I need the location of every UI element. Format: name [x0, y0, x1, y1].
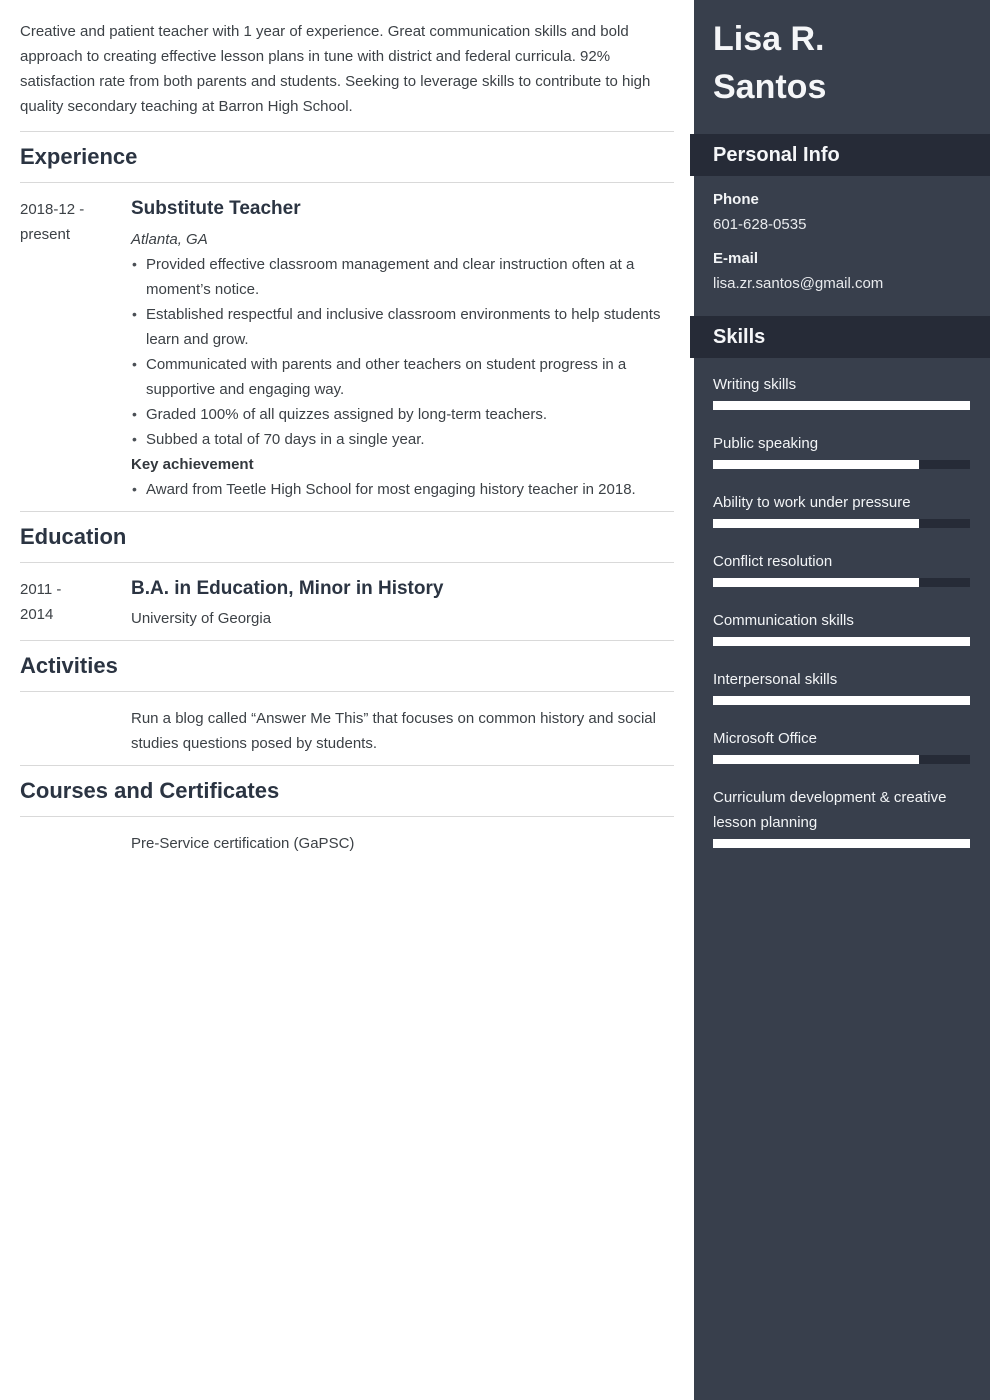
degree-title: B.A. in Education, Minor in History — [131, 578, 444, 599]
date-line: 2018-12 - — [20, 201, 85, 218]
section-heading-experience: Experience — [20, 144, 138, 169]
skill-item — [713, 549, 970, 587]
skill-label: Interpersonal skills — [713, 671, 838, 688]
activities-entry — [20, 692, 674, 765]
skill-item — [713, 431, 970, 469]
education-date-range — [20, 577, 131, 631]
skill-bar — [713, 755, 970, 764]
divider — [20, 511, 674, 512]
skill-label: Writing skills — [713, 376, 797, 393]
summary-text: Creative and patient teacher with 1 year of experience. Great communication skills and bold approach to creating effective lesson plans in tune with district and federal curricula. 92% satisfaction rate from both parents and students. Seeking to leverage skills to contribute to high quality secondary teaching at Barron High School. — [20, 23, 651, 115]
skill-bar — [713, 519, 970, 528]
courses-text: Pre-Service certification (GaPSC) — [131, 835, 355, 852]
skill-bar — [713, 460, 970, 469]
skill-bar-fill — [713, 839, 970, 848]
skill-bar-fill — [713, 578, 919, 587]
date-line: 2011 - — [20, 581, 62, 598]
personal-info-heading: Personal Info — [690, 134, 990, 176]
skill-item — [713, 372, 970, 410]
skill-bar-fill — [713, 460, 919, 469]
activities-text: Run a blog called “Answer Me This” that focuses on common history and social studies questions posed by students. — [131, 710, 656, 752]
skill-bar — [713, 578, 970, 587]
activities-content — [131, 706, 674, 756]
skill-label: Microsoft Office — [713, 730, 817, 747]
bullet-item: • Established respectful and inclusive classroom environments to help students learn and grow. — [131, 302, 674, 352]
phone-value: 601-628-0535 — [713, 216, 807, 233]
experience-content — [131, 197, 674, 502]
skill-bar — [713, 839, 970, 848]
skill-bar — [713, 637, 970, 646]
school-name: University of Georgia — [131, 610, 272, 627]
phone-group — [713, 187, 970, 237]
skill-label: Communication skills — [713, 612, 854, 629]
job-bullet-list — [131, 252, 674, 452]
skill-label: Conflict resolution — [713, 553, 833, 570]
experience-entry — [20, 183, 674, 511]
bullet-item: • Award from Teetle High School for most engaging history teacher in 2018. — [131, 477, 674, 502]
contact-block — [694, 176, 990, 316]
skills-heading: Skills — [690, 316, 990, 358]
section-heading-courses: Courses and Certificates — [20, 778, 280, 803]
bullet-item: • Graded 100% of all quizzes assigned by long-term teachers. — [131, 402, 674, 427]
name-line-2: Santos — [713, 68, 827, 106]
skill-label: Curriculum development & creative lesson planning — [713, 789, 947, 831]
skill-item — [713, 726, 970, 764]
email-label: E-mail — [713, 250, 759, 267]
resume-name — [694, 0, 990, 111]
key-achievement-label: Key achievement — [131, 456, 254, 473]
divider — [20, 765, 674, 766]
skill-bar — [713, 401, 970, 410]
skill-label: Ability to work under pressure — [713, 494, 911, 511]
phone-label: Phone — [713, 191, 759, 208]
divider — [20, 640, 674, 641]
courses-date-spacer — [20, 831, 131, 856]
skills-list — [694, 358, 990, 848]
courses-content — [131, 831, 674, 856]
divider — [20, 131, 674, 132]
skill-bar — [713, 696, 970, 705]
skill-item — [713, 785, 970, 848]
bullet-item: • Communicated with parents and other teachers on student progress in a supportive and engaging way. — [131, 352, 674, 402]
bullet-item: • Provided effective classroom management and clear instruction often at a moment’s notice. — [131, 252, 674, 302]
job-title: Substitute Teacher — [131, 198, 301, 219]
section-heading-education: Education — [20, 524, 127, 549]
name-line-1: Lisa R. — [713, 20, 825, 58]
job-location: Atlanta, GA — [131, 231, 208, 248]
experience-date-range — [20, 197, 131, 502]
email-value: lisa.zr.santos@gmail.com — [713, 275, 884, 292]
skill-bar-fill — [713, 519, 919, 528]
skill-item — [713, 608, 970, 646]
skill-bar-fill — [713, 755, 919, 764]
key-achievement-list — [131, 477, 674, 502]
courses-entry — [20, 817, 674, 865]
email-group — [713, 246, 970, 296]
activities-date-spacer — [20, 706, 131, 756]
date-line: present — [20, 226, 71, 243]
date-line: 2014 — [20, 606, 54, 623]
bullet-item: • Subbed a total of 70 days in a single year. — [131, 427, 674, 452]
resume-sidebar — [694, 0, 990, 1400]
skill-item — [713, 667, 970, 705]
skill-item — [713, 490, 970, 528]
skill-bar-fill — [713, 401, 970, 410]
education-content — [131, 577, 674, 631]
section-heading-activities: Activities — [20, 653, 118, 678]
education-entry — [20, 563, 674, 640]
skill-bar-fill — [713, 696, 970, 705]
skill-bar-fill — [713, 637, 970, 646]
skill-label: Public speaking — [713, 435, 819, 452]
